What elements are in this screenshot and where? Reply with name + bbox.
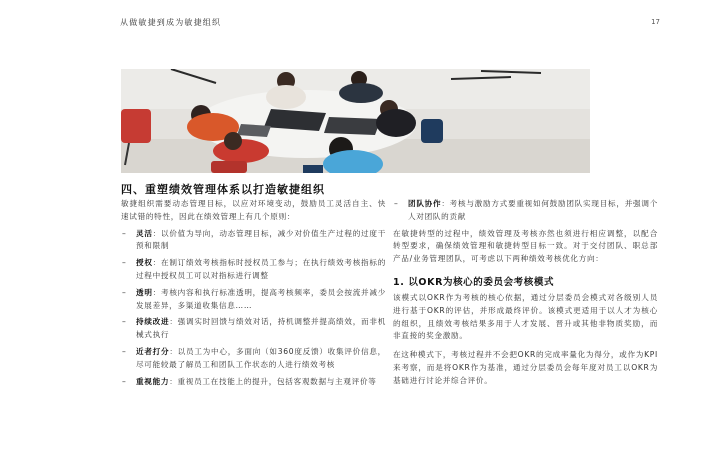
- principle-item: – 授权：在制订绩效考核指标时授权员工参与；在执行绩效考核指标的过程中授权员工可以对指标进行调整: [122, 258, 386, 280]
- page-header: [120, 17, 660, 33]
- running-title: 从做敏捷到成为敏捷组织: [120, 18, 222, 27]
- principle-item: – 持续改进：强调实时回馈与绩效对话，持机调整并提高绩效，而非机械式执行: [122, 317, 386, 340]
- right-column: [393, 198, 658, 388]
- subsection-title: 1. 以OKR为核心的委员会考核模式: [393, 276, 555, 288]
- principle-item: – 近者打分：以员工为中心，多面向（如360度反馈）收集评价信息，尽可能较最了解员工和团队工作状态的人进行绩效考核: [122, 346, 386, 369]
- okr-paragraph-1: 该模式以OKR作为考核的核心依据，通过分层委员会模式对各级别人员进行基于OKR的评估，并形成最终评价。该模式更适用于以人才为核心的组织，且绩效考核结果多用于人才发展、晋升或其他非物质奖励，而非直接的奖金激励。: [393, 292, 658, 341]
- page-number: 17: [651, 18, 660, 26]
- principle-item: – 团队协作：考核与激励方式要重视如何鼓励团队实现目标，并强调个人对团队的贡献: [394, 199, 658, 221]
- team-meeting-photo: [121, 69, 590, 173]
- principle-item: – 透明：考核内容和执行标准透明，提高考核频率，委员会按流并减少发展差异，多渠道收集信息……: [122, 287, 386, 310]
- principle-item: – 灵活：以价值为导向，动态管理目标，减少对价值生产过程的过度干预和限制: [122, 228, 386, 251]
- principles-list-continued: [393, 198, 658, 224]
- section-title: 四、重塑绩效管理体系以打造敏捷组织: [121, 183, 325, 196]
- transition-paragraph: 在敏捷转型的过程中，绩效管理及考核亦然也须进行相应调整，以配合转型要求，确保绩效管理和敏捷转型目标一致。对于交付团队、职总部产品/业务管理团队，可考虑以下两种绩效考核优化方向：: [393, 228, 658, 264]
- intro-paragraph: 敏捷组织需要动态管理目标，以应对环境变动，鼓励员工灵活自主、快速试错的特性，因此在绩效管理上有几个原则：: [121, 199, 386, 221]
- principles-list: [121, 228, 386, 389]
- left-column: [121, 198, 386, 392]
- okr-paragraph-2: 在这种模式下，考核过程并不会把OKR的完成率量化为得分，或作为KPI来考察，而是将OKR作为基准，通过分层委员会每年度对员工以OKR为基础进行讨论并综合评价。: [393, 350, 658, 385]
- principle-item: – 重视能力：重视员工在技能上的提升，包括客观数据与主观评价等: [122, 376, 377, 386]
